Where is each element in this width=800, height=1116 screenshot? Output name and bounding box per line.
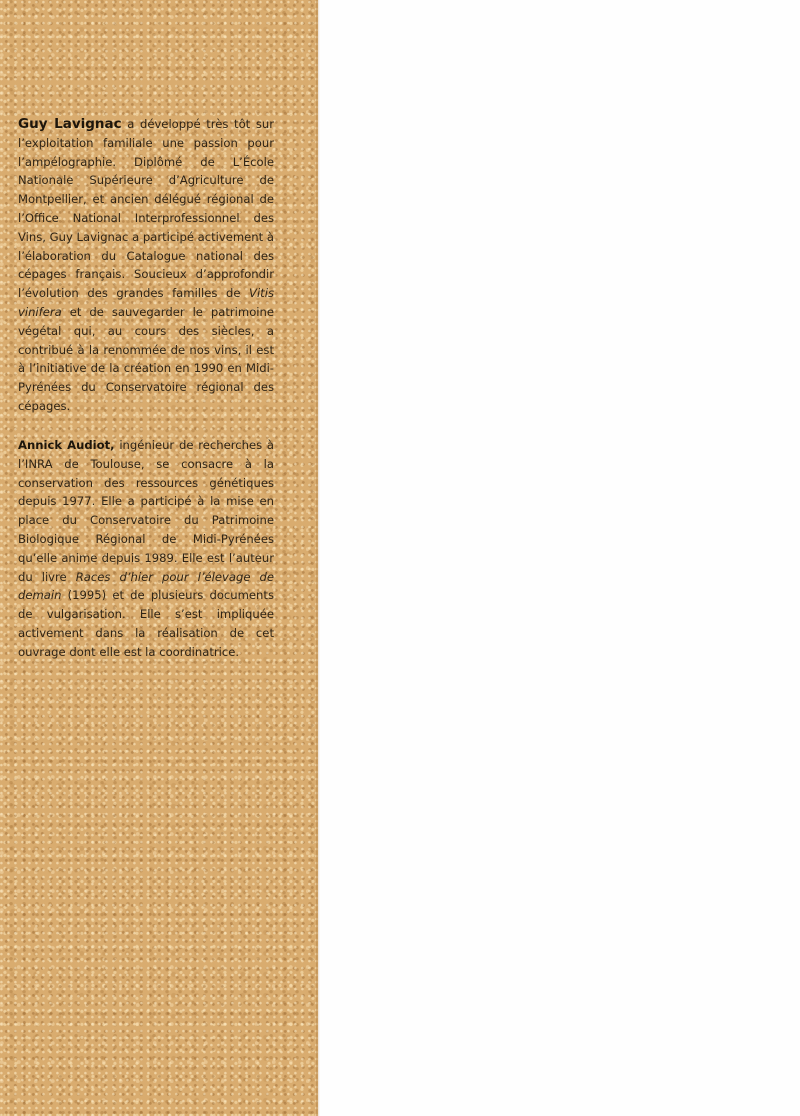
bio-italic-book-title: Races d’hier pour l’élevage de demain [18,569,275,603]
author-name-annick: Annick Audiot, [18,438,115,452]
bio-text: ingénieur de recherches à l’INRA de Toulouse, se consacre à la conservation des ressources génétiques depuis 1977. Elle a participé à la mise en place du Conservatoire du Patrimoine Biologique Régional de Midi-Pyrénées qu’elle anime depuis 1989. Elle est l’auteur du livre [18,438,274,584]
bio-annick-audiot [18,436,274,662]
bio-italic-vitis: Vitis vinifera [18,286,274,319]
bio-text: (1995) et de plusieurs documents de vulgarisation. Elle s’est impliquée activement dans la réalisation de cet ouvrage dont elle est la coordinatrice. [18,588,274,659]
bio-guy-lavignac [18,115,274,416]
bio-text: a développé très tôt sur l’exploitation familiale une passion pour l’ampélographie. Diplômé de L’École Nationale Supérieure d’Agriculture de Montpellier, et ancien délégué régional de l’Office National Interprofessionnel des Vins, Guy Lavignac a participé activement à l’élaboration du Catalogue national des cépages français. Soucieux d’approfondir l’évolution des grandes familles de [18,117,274,301]
bio-text: et de sauvegarder le patrimoine végétal qui, au cours des siècles, a contribué à la renommée de nos vins, il est à l’initiative de la création en 1990 en Midi-Pyrénées du Conservatoire régional des cépages. [18,304,274,413]
blank-page-area [320,0,800,1116]
author-name-guy: Guy Lavignac [18,116,122,132]
cork-texture-panel [0,0,318,1116]
